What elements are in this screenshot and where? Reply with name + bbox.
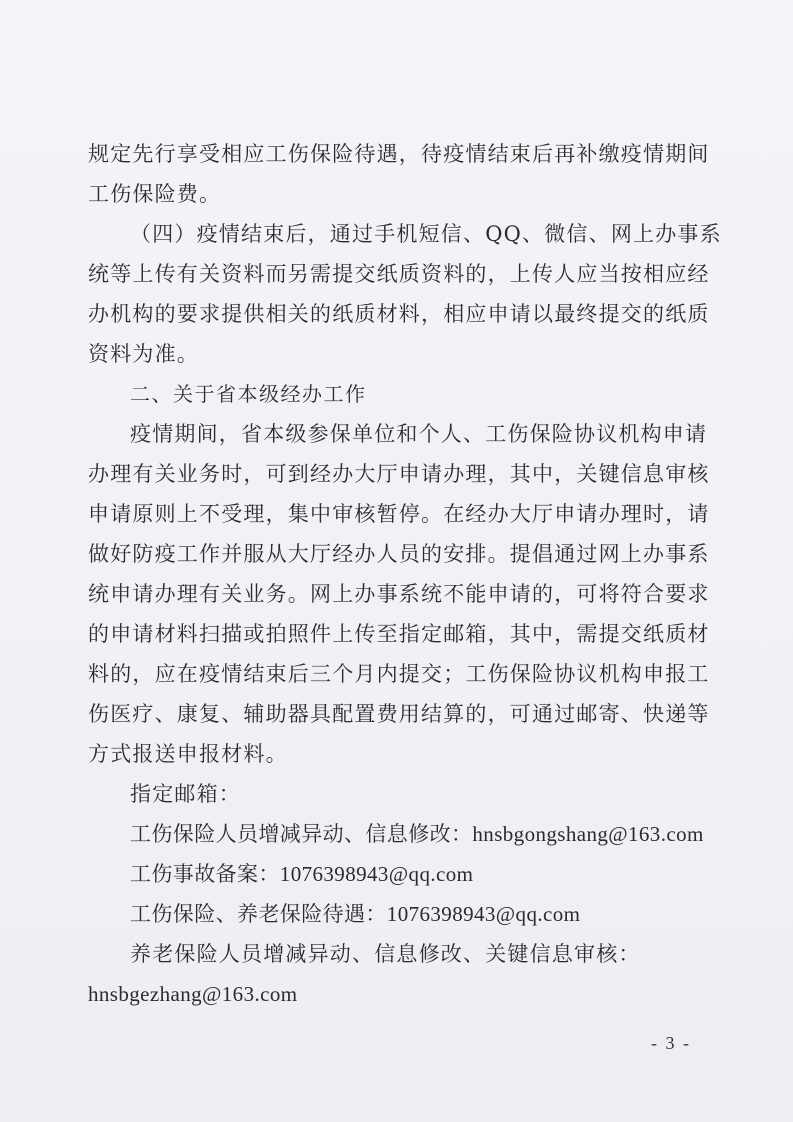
paragraph-line: 料的，应在疫情结束后三个月内提交；工伤保险协议机构申报工 (88, 662, 710, 686)
mailbox-item: 工伤保险、养老保险待遇：1076398943@qq.com (130, 902, 581, 926)
paragraph-line: 的申请材料扫描或拍照件上传至指定邮箱，其中，需提交纸质材 (88, 622, 710, 646)
paragraph-line: 规定先行享受相应工伤保险待遇，待疫情结束后再补缴疫情期间 (88, 142, 710, 166)
mailbox-item: 工伤事故备案：1076398943@qq.com (130, 862, 474, 886)
paragraph-line: 伤医疗、康复、辅助器具配置费用结算的，可通过邮寄、快递等 (88, 702, 710, 726)
paragraph-line: 办机构的要求提供相关的纸质材料，相应申请以最终提交的纸质 (88, 302, 710, 326)
document-body (88, 134, 722, 1014)
mailbox-label: 指定邮箱： (130, 782, 241, 806)
paragraph-line: 统申请办理有关业务。网上办事系统不能申请的，可将符合要求 (88, 582, 710, 606)
paragraph-line: 方式报送申报材料。 (88, 742, 288, 766)
page-number: - 3 - (651, 1033, 691, 1053)
paragraph-line: 疫情期间，省本级参保单位和个人、工伤保险协议机构申请 (130, 422, 708, 446)
paragraph-line: （四）疫情结束后，通过手机短信、QQ、微信、网上办事系 (130, 222, 722, 246)
section-heading: 二、关于省本级经办工作 (130, 382, 367, 406)
paragraph-line: 工伤保险费。 (88, 182, 222, 206)
mailbox-email: hnsbgezhang@163.com (88, 982, 298, 1006)
paragraph-line: 做好防疫工作并服从大厅经办人员的安排。提倡通过网上办事系 (88, 542, 710, 566)
paragraph-line: 统等上传有关资料而另需提交纸质资料的，上传人应当按相应经 (88, 262, 710, 286)
mailbox-item-label: 养老保险人员增减异动、信息修改、关键信息审核： (130, 942, 641, 966)
paragraph-line: 申请原则上不受理，集中审核暂停。在经办大厅申请办理时，请 (88, 502, 710, 526)
paragraph-line: 资料为准。 (88, 342, 199, 366)
paragraph-line: 办理有关业务时，可到经办大厅申请办理，其中，关键信息审核 (88, 462, 710, 486)
mailbox-item: 工伤保险人员增减异动、信息修改：hnsbgongshang@163.com (130, 822, 704, 846)
